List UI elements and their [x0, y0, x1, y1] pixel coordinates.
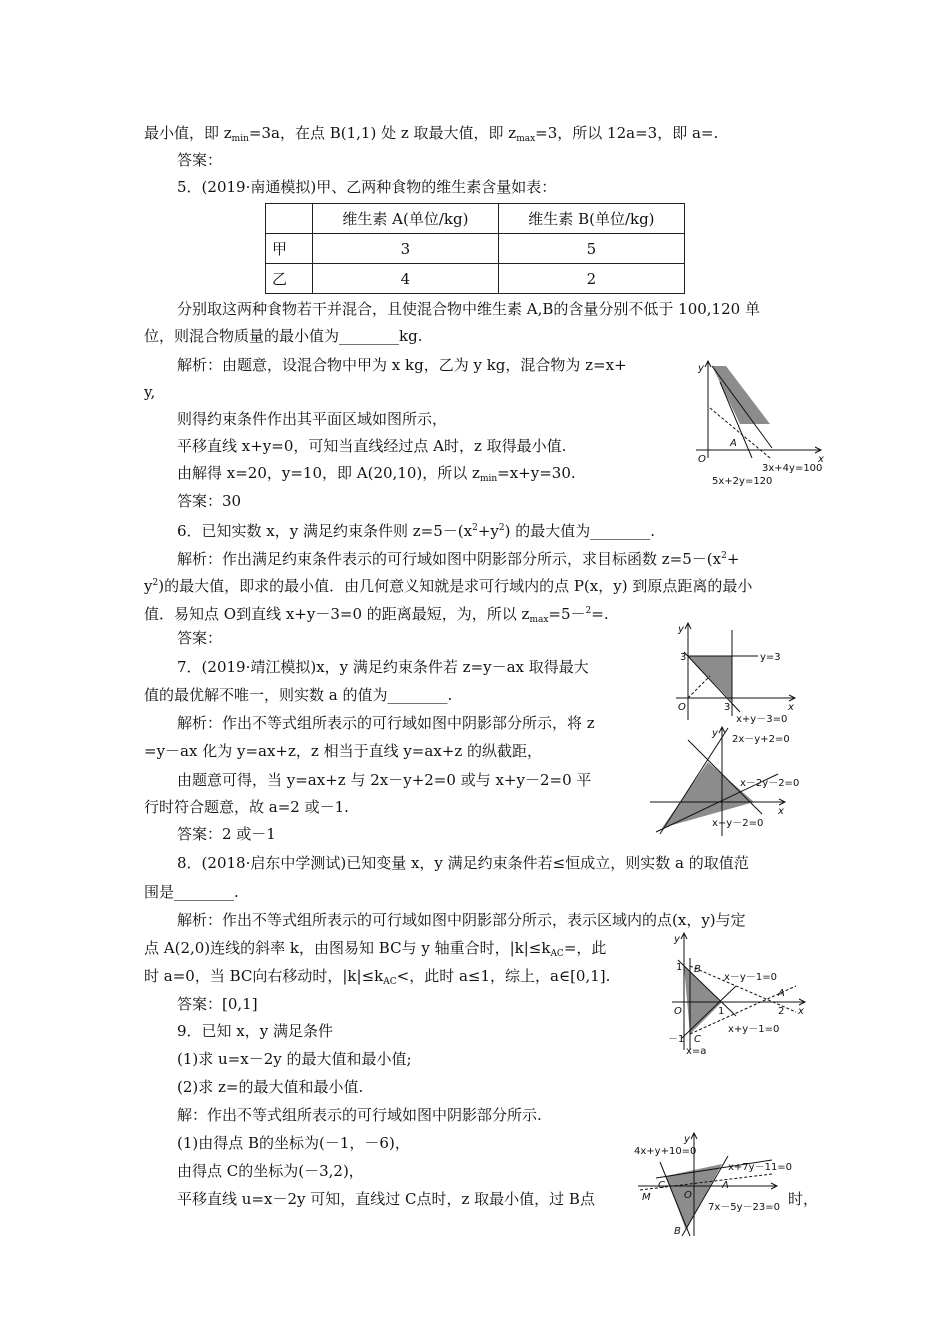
figure-9 [632, 1130, 793, 1238]
p7-line-b: 值的最优解不唯一，则实数 a 的值为________. [144, 686, 453, 704]
table-cell: 维生素 A(单位/kg) [313, 204, 499, 234]
fig7-y: y [712, 728, 718, 739]
p9-line-d: (1)由得点 B的坐标为(－1，－6)， [177, 1134, 410, 1152]
t: 2 [585, 606, 592, 616]
fig9-y: y [684, 1134, 690, 1145]
fig8-one: 1 [676, 962, 683, 973]
fig8-c: C [694, 1034, 701, 1045]
fig8-l3: x=a [686, 1046, 707, 1057]
p8-line-d [144, 938, 606, 964]
p9-line-f: 平移直线 u=x－2y 可知，直线过 C点时，z 取最小值，过 B点 [177, 1190, 595, 1208]
table-cell: 3 [313, 234, 499, 264]
t: =3，所以 12a=3，即 a=. [535, 124, 719, 142]
fig9-a: A [722, 1180, 729, 1191]
line-3x4y [712, 366, 772, 448]
fig9-b: B [674, 1226, 681, 1237]
figure-8 [666, 930, 810, 1058]
table-cell: 2 [498, 264, 684, 294]
table-cell: 甲 [266, 234, 313, 264]
fig6-l1: y=3 [760, 652, 781, 663]
p6-line-f [144, 601, 609, 630]
fig9-m: M [642, 1192, 651, 1203]
t: ) 的最大值为________. [504, 522, 656, 540]
p9-line-f-end: 时， [788, 1190, 819, 1208]
fig8-a: A [778, 988, 785, 999]
p5-line-f: 则得约束条件作出其平面区域如图所示， [177, 410, 448, 428]
fig8-neg1: －1 [668, 1034, 685, 1045]
t: 值．易知点 O到直线 x+y－3=0 的距离最短，为，所以 z [144, 605, 530, 623]
table-cell: 4 [313, 264, 499, 294]
figure-7 [648, 724, 798, 838]
t: min [479, 474, 498, 484]
t: 2 [152, 578, 159, 588]
answer-6: 答案： [177, 629, 223, 647]
p8-line-b: 围是________. [144, 883, 239, 901]
table-row [266, 264, 685, 294]
table-cell [266, 204, 313, 234]
p7-line-f: 行时符合题意，故 a=2 或－1. [144, 798, 349, 816]
p9-line-e: 由得点 C的坐标为(－3,2)， [177, 1162, 364, 1180]
t: +y [477, 522, 499, 540]
problem-8: 8．(2018·启东中学测试)已知变量 x，y 满足约束条件若≤恒成立，则实数 a 的取值范 [177, 854, 749, 872]
t: <，此时 a≤1，综上，a∈[0,1]. [396, 967, 611, 985]
t: 2 [721, 551, 727, 561]
t: =3a，在点 B(1,1) 处 z 取最大值，即 z [248, 124, 517, 142]
fig7-l2: x－2y－2=0 [740, 778, 800, 789]
t: =5－ [548, 605, 586, 623]
t: min [231, 134, 249, 144]
fig6-x: x [788, 702, 794, 713]
t: =. [591, 605, 609, 623]
fig8-one-x: 1 [718, 1006, 725, 1017]
table-row [266, 234, 685, 264]
figure-6 [660, 620, 800, 726]
p6-line-e [144, 573, 752, 596]
answer-8: 答案：[0,1] [177, 995, 258, 1013]
fig8-b: B [694, 964, 701, 975]
p8-line-c: 解析：作出不等式组所表示的可行域如图中阴影部分所示，表示区域内的点(x，y)与定 [177, 911, 746, 929]
fig8-x: x [798, 1006, 804, 1017]
fig9-l1: 4x+y+10=0 [634, 1146, 697, 1157]
fig5-a: A [730, 438, 737, 449]
feasible-region [712, 366, 770, 424]
table-cell: 5 [498, 234, 684, 264]
p7-line-d: =y－ax 化为 y=ax+z，z 相当于直线 y=ax+z 的纵截距， [144, 742, 543, 760]
fig8-o: O [674, 1006, 682, 1017]
p9-line-c: 解：作出不等式组所表示的可行域如图中阴影部分所示. [177, 1106, 542, 1124]
p5-line-d: 解析：由题意，设混合物中甲为 x kg，乙为 y kg，混合物为 z=x+ [177, 356, 627, 374]
p9-line-a: (1)求 u=x－2y 的最大值和最小值; [177, 1050, 412, 1068]
problem-6 [177, 518, 655, 541]
fig7-x: x [778, 806, 784, 817]
p7-line-c: 解析：作出不等式组所表示的可行域如图中阴影部分所示，将 z [177, 714, 595, 732]
fig5-o: O [698, 454, 706, 465]
fig8-two: 2 [778, 1006, 785, 1017]
answer-5: 答案：30 [177, 492, 242, 510]
t: 由解得 x=20，y=10，即 A(20,10)，所以 z [177, 464, 480, 482]
p5-line-e: y, [144, 383, 156, 401]
fig6-o: O [678, 702, 686, 713]
line-1 [144, 123, 718, 149]
p8-line-e [144, 966, 610, 992]
problem-5: 5．(2019·南通模拟)甲、乙两种食物的维生素含量如表： [177, 178, 557, 196]
t: 时 a=0，当 BC向右移动时，|k|≤k [144, 967, 384, 985]
t: 点 A(2,0)连线的斜率 k，由图易知 BC与 y 轴重合时，|k|≤k [144, 939, 551, 957]
t: AC [383, 977, 397, 987]
t: 2 [498, 523, 505, 533]
table-row [266, 204, 685, 234]
fig5-x: x [818, 454, 824, 465]
figure-5 [690, 358, 830, 486]
fig6-three-y: 3 [680, 652, 687, 663]
fig9-l3: 7x－5y－23=0 [708, 1202, 781, 1213]
problem-7: 7．(2019·靖江模拟)x，y 满足约束条件若 z=y－ax 取得最大 [177, 658, 589, 676]
answer-4: 答案： [177, 151, 223, 169]
line-perp [688, 676, 710, 698]
t: 最小值，即 z [144, 124, 232, 142]
fig9-o: O [684, 1190, 692, 1201]
p9-line-b: (2)求 z=的最大值和最小值. [177, 1078, 364, 1096]
problem-9: 9．已知 x，y 满足条件 [177, 1022, 334, 1040]
fig9-l2: x+7y－11=0 [728, 1162, 793, 1173]
t: AC [550, 949, 564, 959]
p5-line-h [177, 463, 576, 489]
t: 2 [472, 523, 478, 533]
fig6-y: y [678, 624, 684, 635]
fig6-l2: x+y－3=0 [736, 714, 788, 725]
fig7-l3: x+y－2=0 [712, 818, 764, 829]
table-cell: 维生素 B(单位/kg) [498, 204, 684, 234]
fig8-l2: x+y－1=0 [728, 1024, 780, 1035]
fig5-l1: 3x+4y=100 [762, 463, 823, 474]
vitamin-table [265, 203, 685, 294]
fig8-l1: x－y－1=0 [724, 972, 777, 983]
p7-line-e: 由题意可得，当 y=ax+z 与 2x－y+2=0 或与 x+y－2=0 平 [177, 771, 592, 789]
p5-line-c: 位，则混合物质量的最小值为________kg. [144, 327, 423, 345]
fig5-y: y [698, 363, 704, 374]
p5-line-b: 分别取这两种食物若干并混合，且使混合物中维生素 A,B的含量分别不低于 100,120 单 [177, 300, 760, 318]
t: max [516, 134, 536, 144]
t: )的最大值，即求的最小值．由几何意义知就是求可行域内的点 P(x，y) 到原点距离的最小 [158, 577, 753, 595]
p6-line-d [177, 546, 739, 569]
t: + [726, 550, 740, 568]
fig9-c: C [658, 1180, 665, 1191]
t: =，此 [563, 939, 607, 957]
answer-7: 答案：2 或－1 [177, 825, 276, 843]
t: 6．已知实数 x，y 满足约束条件则 z=5－(x [177, 522, 473, 540]
t: =x+y=30. [497, 464, 576, 482]
fig7-l1: 2x－y+2=0 [732, 734, 790, 745]
fig5-l2: 5x+2y=120 [712, 476, 773, 487]
t: y [144, 577, 153, 595]
fig6-three-x: 3 [724, 702, 731, 713]
t: max [529, 615, 549, 625]
p5-line-g: 平移直线 x+y=0，可知当直线经过点 A时，z 取得最小值. [177, 437, 567, 455]
t: 解析：作出满足约束条件表示的可行域如图中阴影部分所示，求目标函数 z=5－(x [177, 550, 722, 568]
table-cell: 乙 [266, 264, 313, 294]
fig8-y: y [674, 934, 680, 945]
